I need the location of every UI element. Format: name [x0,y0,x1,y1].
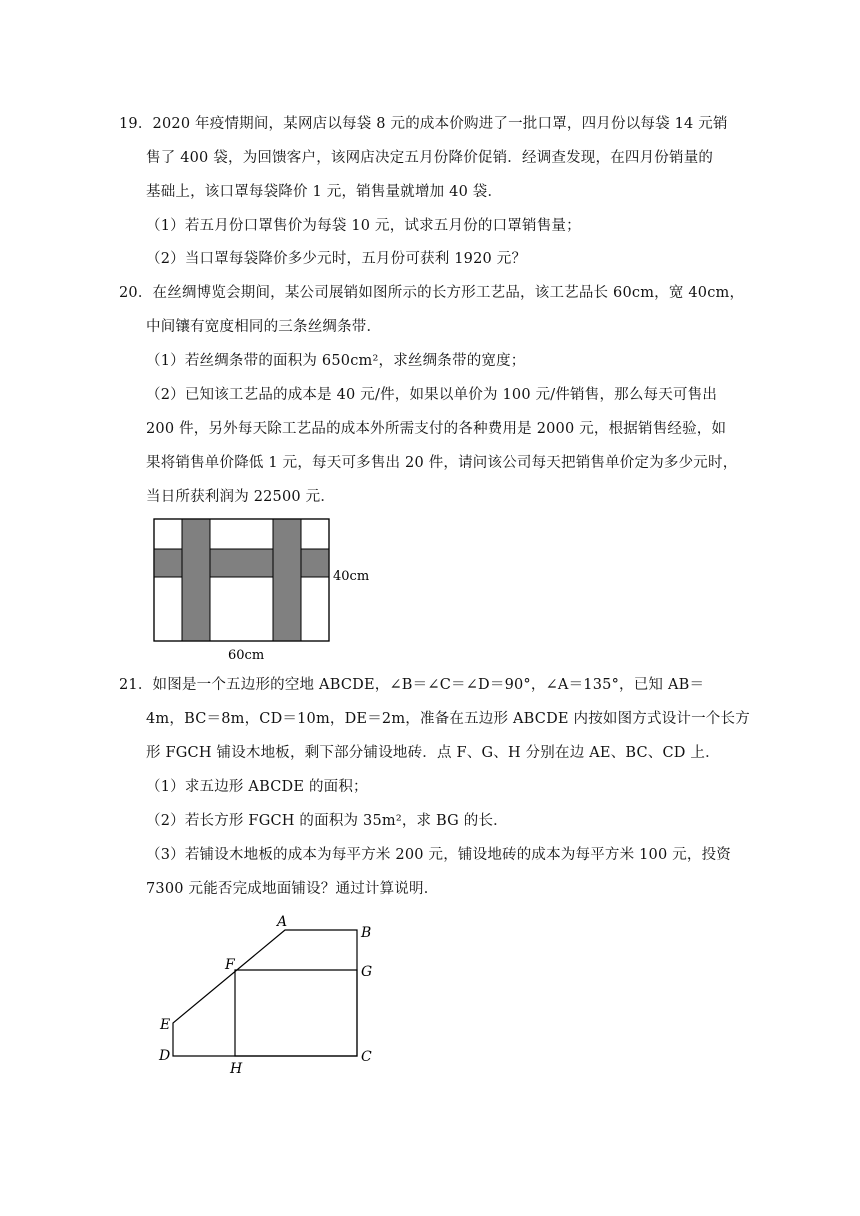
label-c: C [361,1049,372,1065]
label-e: E [160,1017,171,1033]
silk-band-horizontal [154,549,329,577]
pentagon-figure [150,910,390,1080]
q19-line-3: 基础上，该口罩每袋降价 1 元，销售量就增加 40 袋． [146,184,503,200]
label-g: G [361,964,373,980]
q20-part-2-line-4: 当日所获利润为 22500 元． [146,489,336,505]
q21-part-3-line-1: （3）若铺设木地板的成本为每平方米 200 元，铺设地砖的成本为每平方米 100 元，投资 [146,847,732,863]
q19-line-1: 19．2020 年疫情期间，某网店以每袋 8 元的成本价购进了一批口罩，四月份以每袋 14 元销 [119,116,728,132]
label-b: B [361,925,372,941]
q20-part-2-line-2: 200 件，另外每天除工艺品的成本外所需支付的各种费用是 2000 元，根据销售经验，如 [146,421,727,437]
q20-part-1: （1）若丝绸条带的面积为 650cm²，求丝绸条带的宽度； [146,353,526,369]
silk-band-vertical-right [273,519,301,641]
q20-part-2-line-3: 果将销售单价降低 1 元，每天可多售出 20 件，请问该公司每天把销售单价定为多少元时， [146,455,738,471]
craft-outline [154,519,329,641]
label-a: A [277,914,288,930]
q20-line-2: 中间镶有宽度相同的三条丝绸条带． [146,319,382,335]
length-label: 60cm [228,648,265,663]
label-f: F [225,957,235,973]
q21-line-2: 4m，BC＝8m，CD＝10m，DE＝2m，准备在五边形 ABCDE 内按如图方式设计一个长方 [146,711,750,727]
silk-band-vertical-left [182,519,210,641]
pentagon-abcde [173,930,357,1056]
q19-part-1: （1）若五月份口罩售价为每袋 10 元，试求五月份的口罩销售量； [146,218,581,234]
label-h: H [230,1061,243,1077]
silk-craft-figure [140,510,390,665]
q20-line-1: 20．在丝绸博览会期间，某公司展销如图所示的长方形工艺品，该工艺品长 60cm，宽 40cm， [119,285,745,301]
q21-line-3: 形 FGCH 铺设木地板，剩下部分铺设地砖．点 F、G、H 分别在边 AE、BC、CD 上． [146,745,720,761]
q21-part-1: （1）求五边形 ABCDE 的面积； [146,779,368,795]
q19-part-2: （2）当口罩每袋降价多少元时，五月份可获利 1920 元？ [146,251,527,267]
label-d: D [159,1048,171,1064]
rectangle-fgch [235,970,357,1056]
q21-line-1: 21．如图是一个五边形的空地 ABCDE，∠B＝∠C＝∠D＝90°，∠A＝135°，已知 AB＝ [119,677,705,693]
q21-part-2: （2）若长方形 FGCH 的面积为 35m²，求 BG 的长． [146,813,508,829]
width-label: 40cm [333,569,370,584]
q19-line-2: 售了 400 袋，为回馈客户，该网店决定五月份降价促销．经调查发现，在四月份销量的 [146,150,714,166]
q21-part-3-line-2: 7300 元能否完成地面铺设？通过计算说明． [146,881,439,897]
q20-part-2-line-1: （2）已知该工艺品的成本是 40 元/件，如果以单价为 100 元/件销售，那么每天可售出 [146,387,718,403]
